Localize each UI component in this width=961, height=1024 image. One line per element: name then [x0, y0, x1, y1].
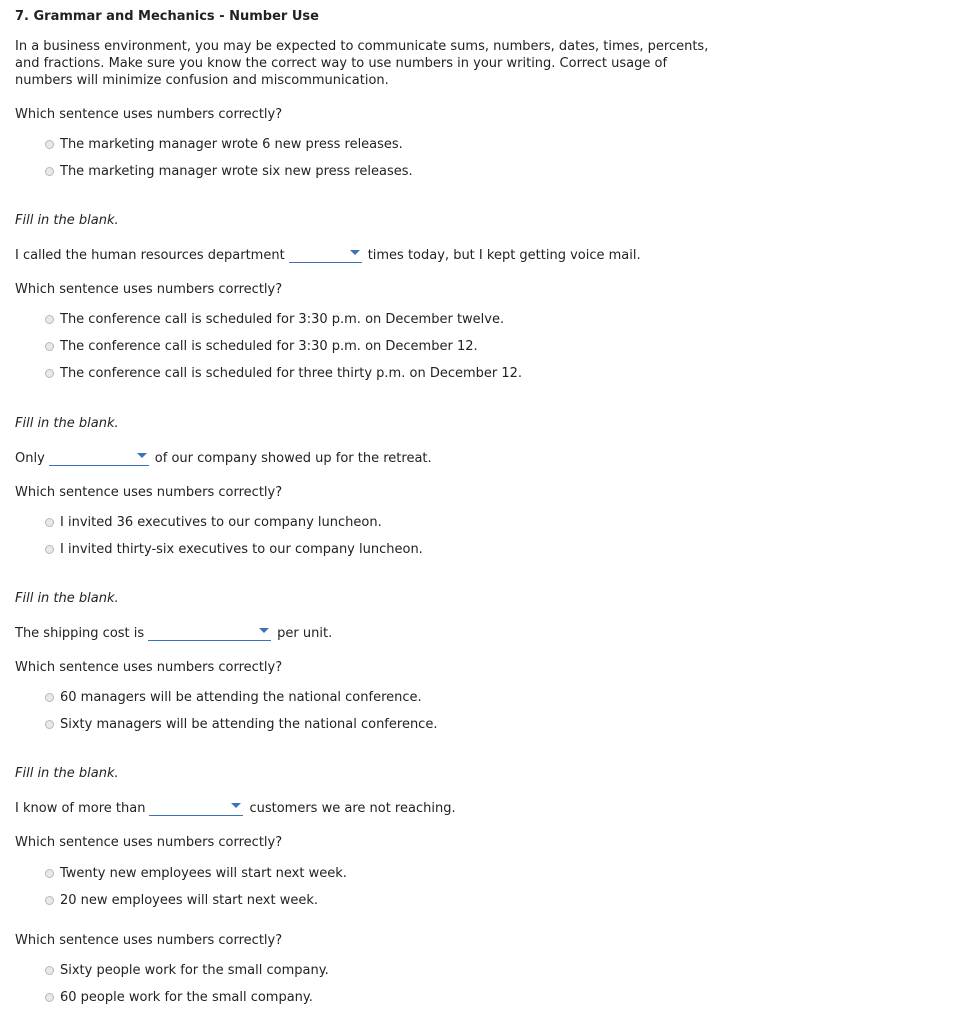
fib4-dropdown[interactable] — [149, 800, 243, 816]
chevron-down-icon — [350, 250, 360, 255]
fib2-sentence — [15, 450, 432, 466]
q4-option-1[interactable] — [45, 690, 422, 705]
chevron-down-icon — [259, 628, 269, 633]
fib1-label: Fill in the blank. — [15, 213, 119, 228]
q1-option-2[interactable] — [45, 164, 413, 179]
option-label: Twenty new employees will start next week. — [60, 866, 347, 881]
radio-button[interactable] — [45, 545, 54, 554]
radio-button[interactable] — [45, 369, 54, 378]
q2-option-3[interactable] — [45, 366, 522, 381]
option-label: 20 new employees will start next week. — [60, 893, 318, 908]
q2-option-1[interactable] — [45, 312, 504, 327]
option-label: 60 managers will be attending the national conference. — [60, 690, 422, 705]
option-label: The conference call is scheduled for three thirty p.m. on December 12. — [60, 366, 523, 381]
q2-option-2[interactable] — [45, 339, 478, 354]
radio-button[interactable] — [45, 993, 54, 1002]
radio-button[interactable] — [45, 140, 54, 149]
fib3-label: Fill in the blank. — [15, 591, 119, 606]
fib1-before: I called the human resources department — [15, 248, 285, 263]
q1-prompt: Which sentence uses numbers correctly? — [15, 107, 283, 122]
fib3-after: per unit. — [277, 626, 333, 641]
option-label: The conference call is scheduled for 3:30 p.m. on December 12. — [60, 339, 478, 354]
fib2-after: of our company showed up for the retreat. — [154, 451, 432, 466]
q1-option-1[interactable] — [45, 137, 403, 152]
q6-option-1[interactable] — [45, 963, 329, 978]
fib4-sentence — [15, 800, 456, 816]
radio-button[interactable] — [45, 693, 54, 702]
radio-button[interactable] — [45, 315, 54, 324]
fib4-before: I know of more than — [15, 801, 146, 816]
q5-option-1[interactable] — [45, 866, 347, 881]
fib2-before: Only — [15, 451, 45, 466]
fib3-dropdown[interactable] — [148, 625, 271, 641]
fib2-dropdown[interactable] — [49, 450, 149, 466]
radio-button[interactable] — [45, 869, 54, 878]
fib2-label: Fill in the blank. — [15, 416, 119, 431]
q2-prompt: Which sentence uses numbers correctly? — [15, 282, 283, 297]
q3-option-1[interactable] — [45, 515, 382, 530]
option-label: 60 people work for the small company. — [60, 990, 313, 1005]
question-title: 7. Grammar and Mechanics - Number Use — [15, 9, 319, 24]
option-label: I invited 36 executives to our company luncheon. — [60, 515, 382, 530]
fib1-sentence — [15, 247, 641, 263]
fib4-after: customers we are not reaching. — [249, 801, 456, 816]
fib1-dropdown[interactable] — [289, 247, 362, 263]
option-label: The marketing manager wrote 6 new press releases. — [60, 137, 403, 152]
fib4-label: Fill in the blank. — [15, 766, 119, 781]
intro-paragraph: In a business environment, you may be expected to communicate sums, numbers, dates, times, percents, and fractions. Make sure you know the correct way to use numbers in your writing. Correct usage of numbers will minimize confusion and miscommunication. — [15, 39, 709, 88]
fib3-sentence — [15, 625, 332, 641]
option-label: The conference call is scheduled for 3:30 p.m. on December twelve. — [60, 312, 505, 327]
chevron-down-icon — [137, 453, 147, 458]
option-label: The marketing manager wrote six new press releases. — [60, 164, 413, 179]
q3-option-2[interactable] — [45, 542, 423, 557]
q4-option-2[interactable] — [45, 717, 437, 732]
option-label: Sixty managers will be attending the national conference. — [60, 717, 438, 732]
radio-button[interactable] — [45, 896, 54, 905]
q5-option-2[interactable] — [45, 893, 318, 908]
q3-prompt: Which sentence uses numbers correctly? — [15, 485, 283, 500]
q6-prompt: Which sentence uses numbers correctly? — [15, 933, 283, 948]
fib3-before: The shipping cost is — [15, 626, 145, 641]
q4-prompt: Which sentence uses numbers correctly? — [15, 660, 283, 675]
option-label: Sixty people work for the small company. — [60, 963, 329, 978]
radio-button[interactable] — [45, 342, 54, 351]
radio-button[interactable] — [45, 966, 54, 975]
chevron-down-icon — [231, 803, 241, 808]
radio-button[interactable] — [45, 720, 54, 729]
q5-prompt: Which sentence uses numbers correctly? — [15, 835, 283, 850]
fib1-after: times today, but I kept getting voice mail. — [367, 248, 641, 263]
q6-option-2[interactable] — [45, 990, 313, 1005]
option-label: I invited thirty-six executives to our company luncheon. — [60, 542, 423, 557]
radio-button[interactable] — [45, 167, 54, 176]
radio-button[interactable] — [45, 518, 54, 527]
